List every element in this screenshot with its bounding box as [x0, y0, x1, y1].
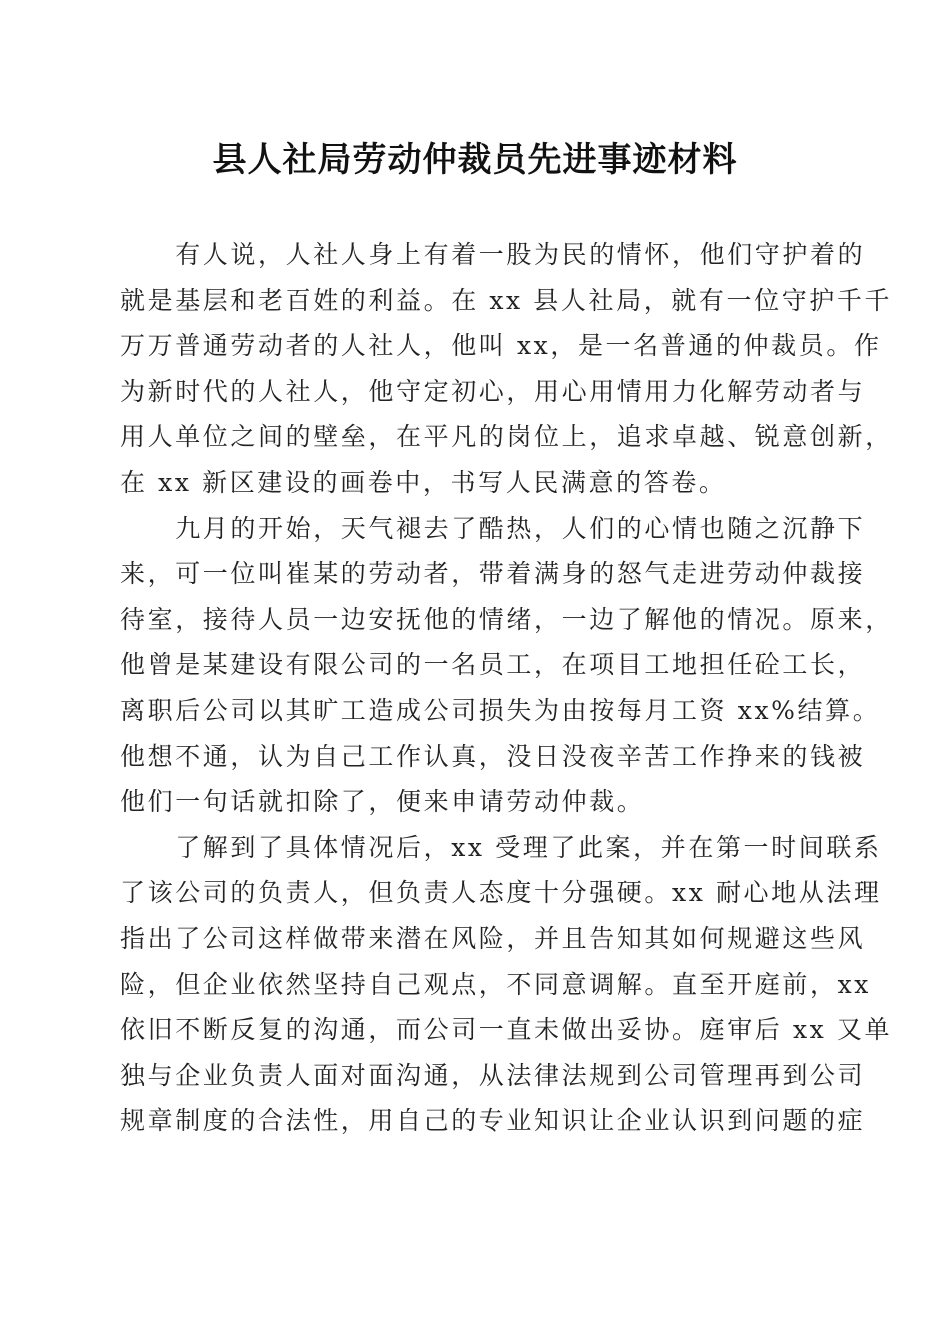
- body-line: 万万普通劳动者的人社人，他叫 xx，是一名普通的仲裁员。作: [120, 331, 882, 361]
- body-line: 独与企业负责人面对面沟通，从法律法规到公司管理再到公司: [120, 1060, 866, 1090]
- body-line: 依旧不断反复的沟通，而公司一直未做出妥协。庭审后 xx 又单: [120, 1015, 893, 1045]
- body-line: 来，可一位叫崔某的劳动者，带着满身的怒气走进劳动仲裁接: [120, 559, 866, 589]
- body-line: 规章制度的合法性，用自己的专业知识让企业认识到问题的症: [120, 1106, 866, 1136]
- body-line: 离职后公司以其旷工造成公司损失为由按每月工资 xx%结算。: [120, 695, 881, 725]
- body-line: 指出了公司这样做带来潜在风险，并且告知其如何规避这些风: [120, 923, 866, 953]
- body-line: 他想不通，认为自己工作认真，没日没夜辛苦工作挣来的钱被: [120, 741, 866, 771]
- body-line: 待室，接待人员一边安抚他的情绪，一边了解他的情况。原来，: [120, 604, 893, 634]
- body-line: 在 xx 新区建设的画卷中，书写人民满意的答卷。: [120, 467, 727, 497]
- body-line: 为新时代的人社人，他守定初心，用心用情用力化解劳动者与: [120, 376, 866, 406]
- body-line: 他们一句话就扣除了，便来申请劳动仲裁。: [120, 787, 645, 817]
- body-line: 了该公司的负责人，但负责人态度十分强硬。xx 耐心地从法理: [120, 878, 882, 908]
- body-line: 了解到了具体情况后，xx 受理了此案，并在第一时间联系: [120, 832, 882, 862]
- body-line: 险，但企业依然坚持自己观点，不同意调解。直至开庭前，xx: [120, 969, 872, 999]
- body-line: 用人单位之间的壁垒，在平凡的岗位上，追求卓越、锐意创新，: [120, 422, 893, 452]
- body-line: 有人说，人社人身上有着一股为民的情怀，他们守护着的: [120, 240, 866, 269]
- body-line: 就是基层和老百姓的利益。在 xx 县人社局，就有一位守护千千: [120, 285, 893, 315]
- document-body: [120, 232, 893, 1144]
- body-line: 九月的开始，天气褪去了酷热，人们的心情也随之沉静下: [120, 513, 866, 543]
- body-line: 他曾是某建设有限公司的一名员工，在项目工地担任砼工长，: [120, 650, 866, 680]
- document-title: 县人社局劳动仲裁员先进事迹材料: [212, 140, 738, 180]
